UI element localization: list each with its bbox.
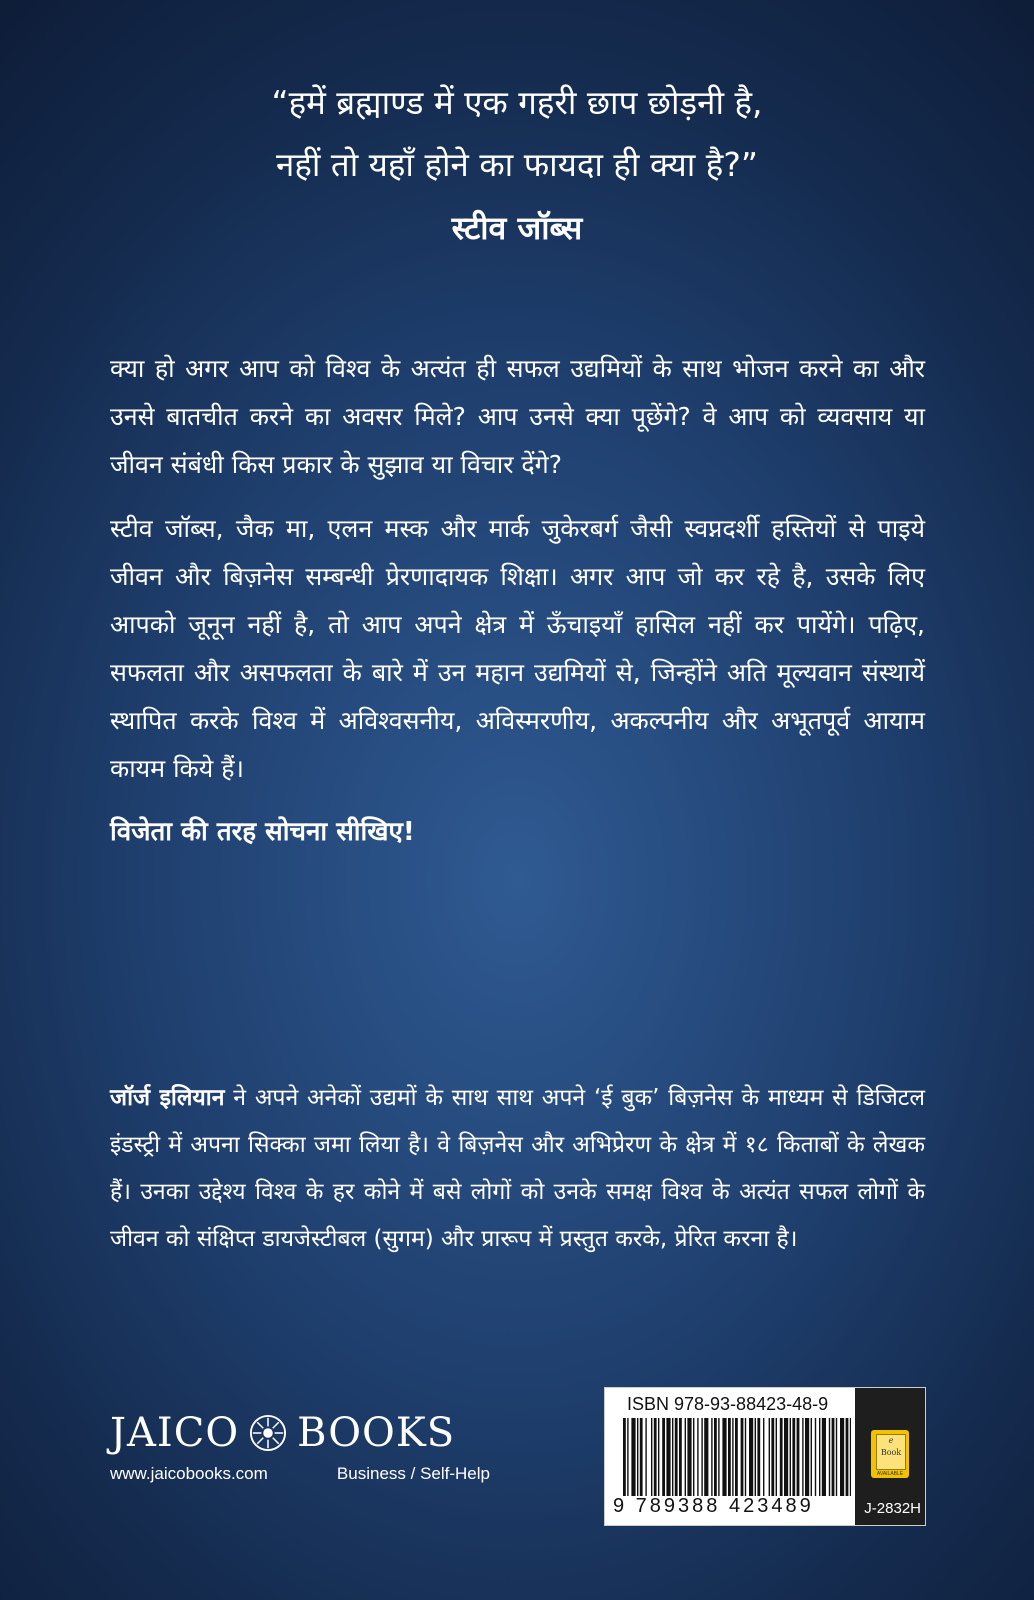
barcode-bar bbox=[815, 1418, 816, 1496]
barcode-bar bbox=[780, 1418, 783, 1496]
barcode-bar bbox=[662, 1418, 665, 1496]
barcode-bar bbox=[631, 1418, 635, 1496]
barcode-bar bbox=[846, 1418, 849, 1496]
ebook-available-icon: e Book AVAILABLE bbox=[871, 1430, 909, 1478]
ebook-badge-text: Book bbox=[880, 1448, 902, 1457]
blurb-paragraph-1: क्या हो अगर आप को विश्व के अत्यंत ही सफल उद्यमियों के साथ भोजन करने का और उनसे बातचीत करने का अवसर मिले? आप उनसे क्या पूछेंगे? वे आप को व्यवसाय या जीवन संबंधी किस प्रकार के सुझाव या विचार देंगे? bbox=[110, 354, 925, 479]
barcode-bar bbox=[675, 1418, 678, 1496]
barcode-bar bbox=[697, 1418, 698, 1496]
ebook-panel bbox=[855, 1388, 925, 1525]
book-category: Business / Self-Help bbox=[336, 1464, 490, 1483]
barcode-bar bbox=[711, 1418, 712, 1496]
barcode-bar bbox=[735, 1418, 738, 1496]
barcode-bar bbox=[718, 1418, 719, 1496]
isbn-label: ISBN 978-93-88423-48-9 bbox=[627, 1394, 829, 1414]
barcode-bar bbox=[651, 1418, 652, 1496]
author-bio bbox=[110, 1075, 925, 1263]
barcode-bar bbox=[701, 1418, 702, 1496]
barcode-digits: 9 789388 423489 bbox=[613, 1495, 814, 1517]
barcode-bar bbox=[623, 1418, 626, 1496]
barcode-bar bbox=[693, 1418, 694, 1496]
barcode-bar bbox=[805, 1418, 809, 1496]
barcode-bar bbox=[811, 1418, 812, 1496]
barcode-bar bbox=[658, 1418, 659, 1496]
barcode-bar bbox=[749, 1418, 753, 1496]
barcode-bar bbox=[654, 1418, 657, 1496]
publisher-block bbox=[110, 1410, 490, 1484]
barcode-bar bbox=[829, 1418, 830, 1496]
blurb-paragraph-2: स्टीव जॉब्स, जैक मा, एलन मस्क और मार्क जुकेरबर्ग जैसी स्वप्नदर्शी हस्तियों से पाइये जीवन और बिज़नेस सम्बन्धी प्रेरणादायक शिक्षा। अगर आप जो कर रहे है, उसके लिए आपको जूनून नहीं है, तो आप अपने क्षेत्र में ऊँचाइयाँ हासिल नहीं कर पायेंगे। पढ़िए, सफलता और असफलता के बारे में उन महान उद्यमियों से, जिन्होंने अति मूल्यवान संस्थायें स्थापित करके विश्व में अविश्वसनीय, अविस्मरणीय, अकल्पनीय और अभूतपूर्व आयाम कायम किये हैं। bbox=[110, 514, 925, 783]
sun-wheel-icon bbox=[249, 1414, 287, 1452]
quote-author: स्टीव जॉब्स bbox=[451, 209, 583, 247]
barcode-bar bbox=[732, 1418, 733, 1496]
barcode-bar bbox=[792, 1418, 795, 1496]
barcode-bar bbox=[704, 1418, 708, 1496]
barcode-bar bbox=[840, 1418, 844, 1496]
quote-line-1: “हमें ब्रह्माण्ड में एक गहरी छाप छोड़नी है, bbox=[271, 83, 763, 122]
barcode-bar bbox=[745, 1418, 746, 1496]
barcode-bar bbox=[784, 1418, 788, 1496]
barcode-bar bbox=[741, 1418, 744, 1496]
barcode-bar bbox=[755, 1418, 756, 1496]
barcode-bar bbox=[640, 1418, 643, 1496]
cover-quote bbox=[0, 72, 1034, 196]
barcode-bar bbox=[627, 1418, 628, 1496]
barcode-bar bbox=[672, 1418, 673, 1496]
product-code: J-2832H bbox=[864, 1500, 921, 1517]
barcode-bar bbox=[850, 1418, 851, 1496]
barcode-bar bbox=[797, 1418, 800, 1496]
ebook-available-text: AVAILABLE bbox=[876, 1471, 904, 1477]
logo-left-text: JAICO bbox=[110, 1410, 240, 1456]
barcode-bar bbox=[836, 1418, 837, 1496]
author-name: जॉर्ज इलियान bbox=[110, 1085, 225, 1111]
barcode-bar bbox=[819, 1418, 820, 1496]
barcode-bar bbox=[687, 1418, 691, 1496]
publisher-logo bbox=[110, 1410, 490, 1456]
barcode-bar bbox=[822, 1418, 826, 1496]
barcode-bar bbox=[637, 1418, 638, 1496]
barcode-bar bbox=[722, 1418, 726, 1496]
quote-line-2: नहीं तो यहाँ होने का फायदा ही क्या है?” bbox=[276, 145, 758, 184]
barcode-box bbox=[604, 1387, 926, 1526]
barcode-bar bbox=[769, 1418, 770, 1496]
barcode-bars bbox=[623, 1418, 851, 1496]
barcode-bar bbox=[832, 1418, 835, 1496]
barcode-bar bbox=[763, 1418, 764, 1496]
barcode-bar bbox=[776, 1418, 777, 1496]
barcode-bar bbox=[790, 1418, 791, 1496]
barcode-bar bbox=[679, 1418, 682, 1496]
barcode-bar bbox=[728, 1418, 731, 1496]
publisher-website[interactable]: www.jaicobooks.com bbox=[110, 1464, 268, 1483]
author-bio-text: ने अपने अनेकों उद्यमों के साथ साथ अपने ‘ई बुक’ बिज़नेस के माध्यम से डिजिटल इंडस्ट्री में अपना सिक्का जमा लिया है। वे बिज़नेस और अभिप्रेरण के क्षेत्र में १८ किताबों के लेखक हैं। उनका उद्देश्य विश्व के हर कोने में बसे लोगों को उनके समक्ष विश्व के अत्यंत सफल लोगों के जीवन को संक्षिप्त डायजेस्टीबल (सुगम) और प्रारूप में प्रस्तुत करके, प्रेरित करना है। bbox=[110, 1085, 925, 1252]
barcode-bar bbox=[757, 1418, 760, 1496]
barcode-bar bbox=[685, 1418, 686, 1496]
barcode-bar bbox=[771, 1418, 774, 1496]
logo-right-text: BOOKS bbox=[297, 1410, 456, 1456]
barcode-bar bbox=[666, 1418, 670, 1496]
tagline: विजेता की तरह सोचना सीखिए! bbox=[110, 817, 415, 847]
barcode-bar bbox=[714, 1418, 717, 1496]
publisher-meta bbox=[110, 1464, 490, 1484]
barcode-bar bbox=[802, 1418, 803, 1496]
barcode-bar bbox=[645, 1418, 646, 1496]
